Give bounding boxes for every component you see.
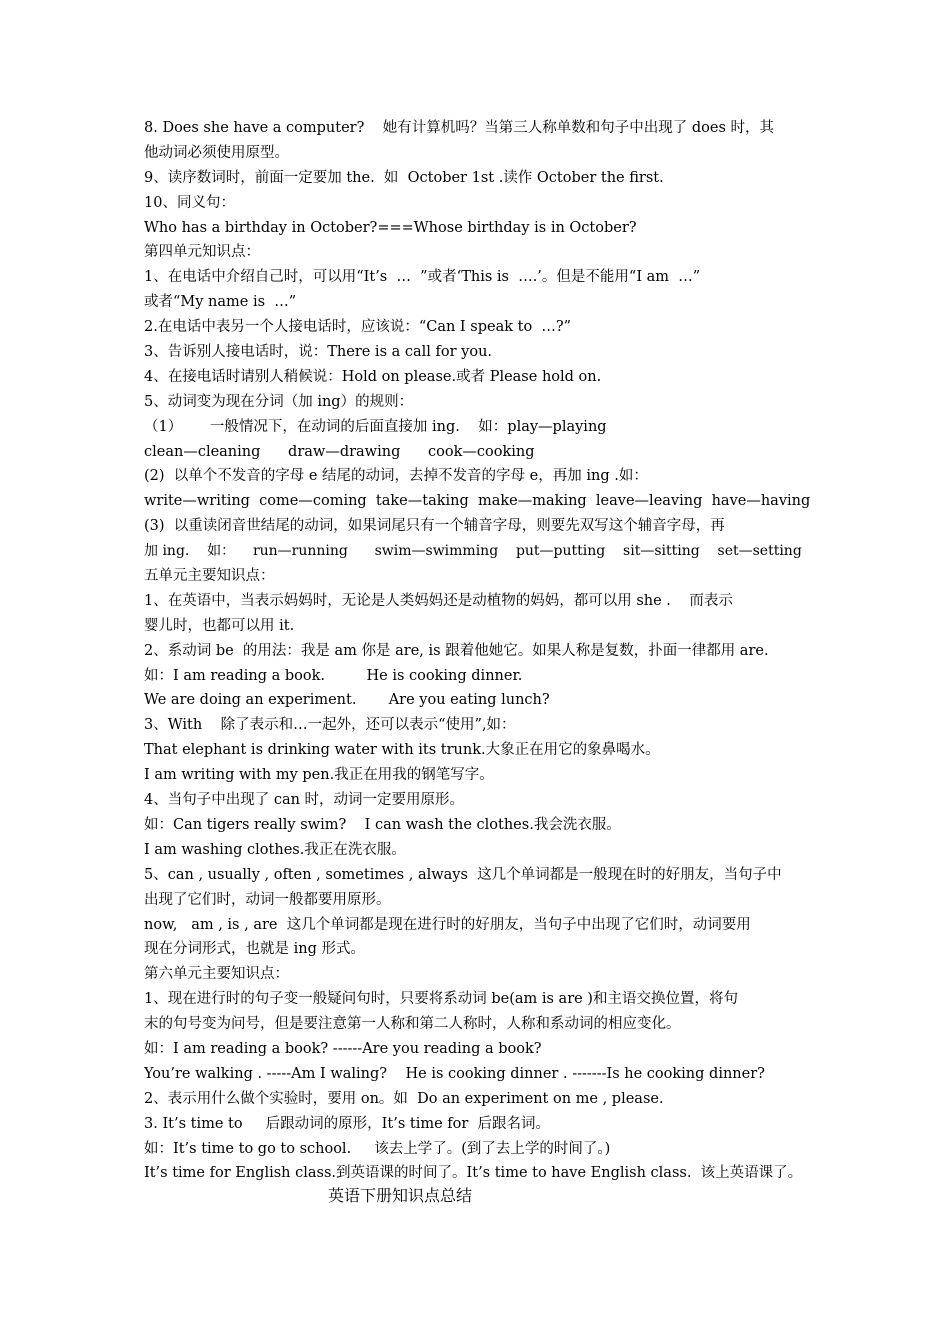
section-heading: 第六单元主要知识点： [144, 966, 289, 983]
text-line: 2、表示用什么做个实验时，要用 on。如 Do an experiment on me , please. [144, 1090, 664, 1107]
text-line: 加 ing. 如： run—running swim—swimming put—putting sit—sitting set—setting [144, 543, 802, 560]
text-line: 5、can , usually , often , sometimes , always 这几个单词都是一般现在时的好朋友，当句子中 [144, 866, 782, 883]
document-body [144, 116, 810, 1186]
text-line: Who has a birthday in October?===Whose birthday is in October? [144, 219, 637, 236]
text-line: 1、现在进行时的句子变一般疑问句时，只要将系动词 be(am is are )和主语交换位置，将句 [144, 991, 738, 1008]
text-line: I am writing with my pen.我正在用我的钢笔写字。 [144, 767, 494, 784]
text-line: 末的句号变为问号，但是要注意第一人称和第二人称时，人称和系动词的相应变化。 [144, 1016, 681, 1033]
document-title: 英语下册知识点总结 [328, 1186, 473, 1205]
text-line: 9、读序数词时，前面一定要加 the. 如 October 1st .读作 October the first. [144, 169, 664, 186]
text-line: It’s time for English class.到英语课的时间了。It’s time to have English class. 该上英语课了。 [144, 1165, 803, 1182]
text-line: 3、告诉别人接电话时，说：There is a call for you. [144, 344, 493, 361]
text-line: clean—cleaning draw—drawing cook—cooking [144, 443, 535, 460]
text-line: 他动词必须使用原型。 [144, 144, 289, 161]
text-line: 10、同义句： [144, 194, 235, 211]
text-line: 4、当句子中出现了 can 时，动词一定要用原形。 [144, 792, 465, 809]
text-line: 3. It’s time to 后跟动词的原形，It’s time for 后跟名词。 [144, 1115, 551, 1132]
text-line: 1、在英语中，当表示妈妈时，无论是人类妈妈还是动植物的妈妈，都可以用 she . 而表示 [144, 592, 733, 609]
text-line: 如：It’s time to go to school. 该去上学了。(到了去上学的时间了。) [144, 1140, 611, 1157]
text-line: That elephant is drinking water with its trunk.大象正在用它的象鼻喝水。 [144, 742, 660, 759]
text-line: (3) 以重读闭音世结尾的动词，如果词尾只有一个辅音字母，则要先双写这个辅音字母，再 [144, 518, 725, 535]
text-line: 或者“My name is …” [144, 294, 297, 311]
text-line: write—writing come—coming take—taking make—making leave—leaving have—having [144, 493, 810, 510]
text-line: 2、系动词 be 的用法：我是 am 你是 are, is 跟着他她它。如果人称是复数，扑面一律都用 are. [144, 642, 769, 659]
text-line: 婴儿时，也都可以用 it. [144, 617, 295, 634]
text-line: 2.在电话中表另一个人接电话时，应该说：“Can I speak to …?” [144, 319, 572, 336]
text-line: 现在分词形式，也就是 ing 形式。 [144, 941, 365, 958]
text-line: We are doing an experiment. Are you eating lunch? [144, 692, 550, 709]
text-line: now, am , is , are 这几个单词都是现在进行时的好朋友，当句子中出现了它们时，动词要用 [144, 916, 751, 933]
text-line: You’re walking . -----Am I waling? He is cooking dinner . -------Is he cooking dinner? [144, 1065, 765, 1082]
text-line: 8. Does she have a computer? 她有计算机吗？当第三人称单数和句子中出现了 does 时，其 [144, 120, 775, 136]
section-heading: 第四单元知识点： [144, 244, 260, 261]
text-line: 如：Can tigers really swim? I can wash the clothes.我会洗衣服。 [144, 816, 621, 833]
text-line: I am washing clothes.我正在洗衣服。 [144, 841, 406, 858]
text-line: 出现了它们时，动词一般都要用原形。 [144, 891, 391, 908]
text-line: 如：I am reading a book? ------Are you reading a book? [144, 1040, 542, 1057]
text-line: 1、在电话中介绍自己时，可以用“It’s … ”或者‘This is ….’。但是不能用“I am …” [144, 269, 701, 286]
text-line: 如：I am reading a book. He is cooking dinner. [144, 667, 523, 684]
text-line: 5、动词变为现在分词（加 ing）的规则： [144, 393, 414, 410]
text-line: (2) 以单个不发音的字母 e 结尾的动词，去掉不发音的字母 e，再加 ing .如： [144, 468, 648, 485]
text-line: 4、在接电话时请别人稍候说：Hold on please.或者 Please hold on. [144, 368, 602, 385]
text-line: 3、With 除了表示和…一起外，还可以表示“使用”,如： [144, 717, 516, 734]
section-heading: 五单元主要知识点： [144, 568, 275, 585]
text-line: （1） 一般情况下，在动词的后面直接加 ing. 如：play—playing [144, 418, 607, 435]
